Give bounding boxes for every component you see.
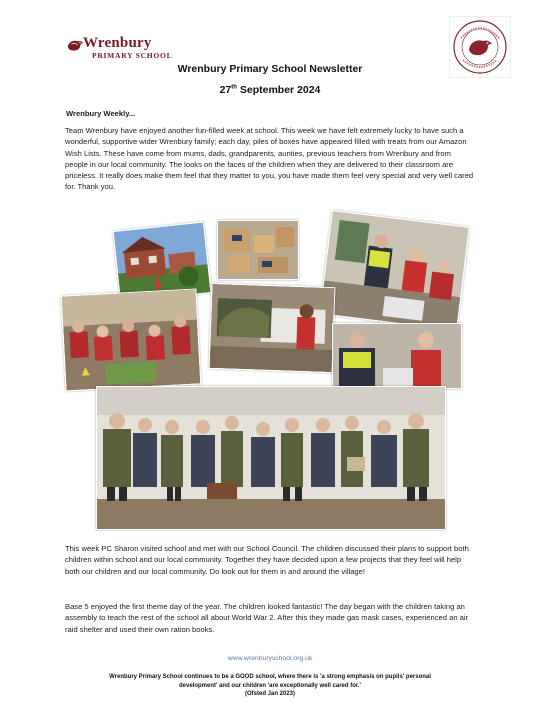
footer-line-1: Wrenbury Primary School continues to be a GOOD school, where there is 'a strong emphasis on pupils' personal	[109, 674, 431, 680]
section-heading: Wrenbury Weekly...	[66, 109, 136, 118]
photo-police-visit-room	[319, 210, 470, 331]
logo-subtitle: PRIMARY SCHOOL	[92, 51, 173, 60]
photo-donation-boxes	[217, 220, 299, 280]
paragraph-pc-sharon-visit: This week PC Sharon visited school and met with our School Council. The children discussed their plans to support both children within school and our local community. Together they have decided upon a few projects that they feel will help both our children and our local community. Do look out for them in and around the village!	[65, 544, 469, 576]
photo-classroom-group	[61, 289, 202, 392]
website-link[interactable]: www.wrenburyschool.org.uk	[227, 655, 313, 662]
paragraph-amazon-wishlist: Team Wrenbury have enjoyed another fun-filled week at school. This week we have felt extremely lucky to have such a wonderful, supportive wider Wrenbury family; each day, piles of boxes have appeared filled with treats from our Amazon Wish Lists. These have come from mums, dads, grandparents, aunties, previous teachers from Wrenbury and from people in our local community. The looks on the faces of the children when they are delivered to their classroom are priceless. It really does make them feel that they matter to you, you have made them feel very special and very well cared for. Thank you.	[65, 126, 474, 192]
photo-council-meeting	[332, 323, 462, 389]
ofsted-footer	[60, 673, 480, 699]
photo-boxes-delivery	[209, 283, 336, 373]
logo-title: Wrenbury	[83, 35, 152, 51]
newsletter-date: 27th September 2024	[219, 84, 321, 96]
footer-line-3: (Ofsted Jan 2023)	[244, 691, 296, 698]
photo-ww2-dress-up-group	[96, 386, 446, 530]
school-logo	[66, 35, 173, 61]
wren-bird-icon	[66, 36, 84, 54]
newsletter-title: Wrenbury Primary School Newsletter	[177, 63, 363, 75]
footer-line-2: development' and our children 'are exceptionally well cared for.'	[178, 682, 361, 689]
paragraph-theme-day: Base 5 enjoyed the first theme day of the year. The children looked fantastic! The day began with the children taking an assembly to teach the rest of the school all about World War 2. After this they made gas mask cases, experienced an air raid shelter and used their own ration books.	[65, 602, 469, 634]
